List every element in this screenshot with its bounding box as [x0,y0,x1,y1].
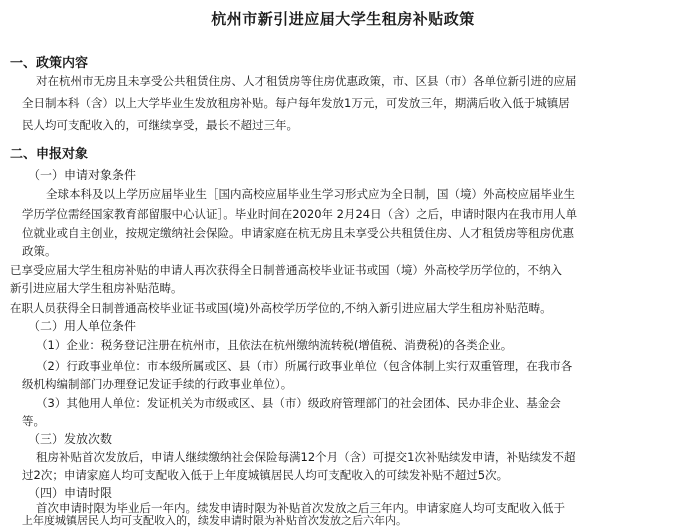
paragraph-line: （3）其他用人单位：发证机关为市级或区、县（市）级政府管理部门的社会团体、民办非企业、基金会 [36,396,561,410]
paragraph-line: 租房补贴首次发放后，申请人继续缴纳社会保险每满12个月（含）可提交1次补贴续发申请，补贴续发不超 [36,450,576,464]
subsection-heading-employer-conditions: （二）用人单位条件 [28,319,137,333]
subsection-heading-application-deadline: （四）申请时限 [28,486,113,500]
paragraph-line: 过2次；申请家庭人均可支配收入低于上年度城镇居民人均可支配收入的可续发补贴不超过5次。 [22,468,509,482]
paragraph-line: 上年度城镇居民人均可支配收入的，续发申请时限为补贴首次发放之后六年内。 [22,514,407,527]
subsection-heading-applicant-conditions: （一）申请对象条件 [28,168,137,182]
section-heading-applicants: 二、申报对象 [10,147,89,162]
paragraph-line: 对在杭州市无房且未享受公共租赁住房、人才租赁房等住房优惠政策，市、区县（市）各单位新引进的应届 [36,74,577,88]
paragraph-line: 政策。 [22,244,57,258]
paragraph-line: 全日制本科（含）以上大学毕业生发放租房补贴。每户每年发放1万元，可发放三年，期满后收入低于城镇居 [22,96,570,110]
page-title: 杭州市新引进应届大学生租房补贴政策 [211,10,475,28]
paragraph-line: 全球本科及以上学历应届毕业生［国内高校应届毕业生学习形式应为全日制，国（境）外高校应届毕业生 [46,187,575,201]
note-line: 已享受应届大学生租房补贴的申请人再次获得全日制普通高校毕业证书或国（境）外高校学历学位的，不纳入 [10,263,562,277]
paragraph-line: 学历学位需经国家教育部留服中心认证］。毕业时间在2020年 2月24日（含）之后，申请时限内在我市用人单 [22,207,578,221]
paragraph-line: 位就业或自主创业，按规定缴纳社会保险。申请家庭在杭无房且未享受公共租赁住房、人才租赁房等租房优惠 [22,226,574,240]
paragraph-line: 级机构编制部门办理登记发证手续的行政事业单位）。 [22,377,293,391]
section-heading-policy-content: 一、政策内容 [10,56,89,71]
paragraph-line: 等。 [22,414,45,428]
paragraph-line: 首次申请时限为毕业后一年内。续发申请时限为补贴首次发放之后三年内。申请家庭人均可支配收入低于 [36,501,565,515]
note-line: 新引进应届大学生租房补贴范畴。 [10,281,183,295]
subsection-heading-disbursement-count: （三）发放次数 [28,432,113,446]
paragraph-line: （1）企业：税务登记注册在杭州市，且依法在杭州缴纳流转税(增值税、消费税)的各类企业。 [36,338,513,352]
note-line: 在职人员获得全日制普通高校毕业证书或国(境)外高校学历学位的,不纳入新引进应届大学生租房补贴范畴。 [10,301,552,315]
paragraph-line: 民人均可支配收入的，可继续享受，最长不超过三年。 [22,118,298,132]
paragraph-line: （2）行政事业单位：市本级所属或区、县（市）所属行政事业单位（包含体制上实行双重管理，在我市各 [36,359,573,373]
